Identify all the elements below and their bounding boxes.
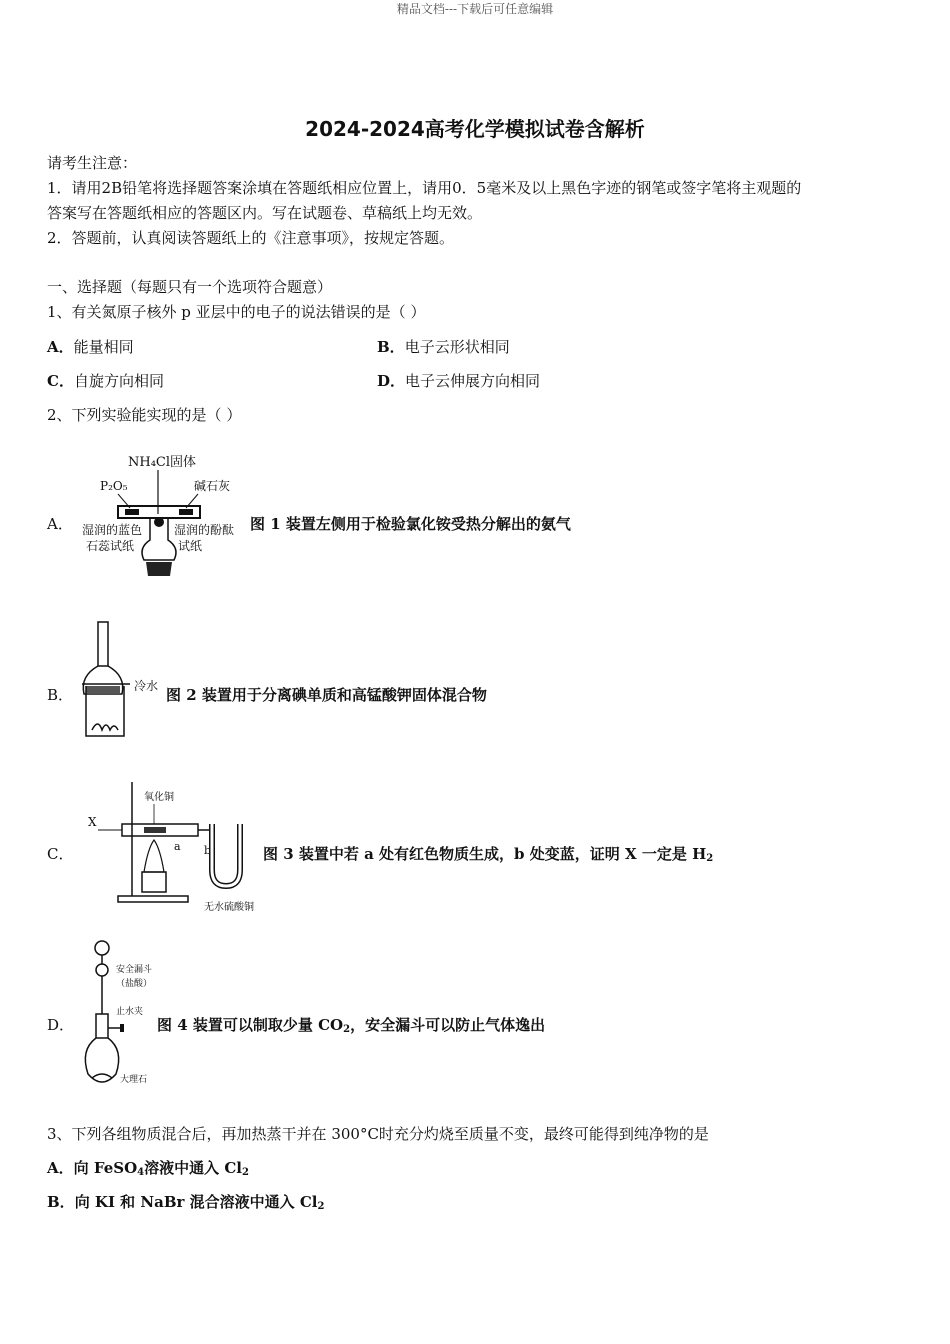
subscript: 2: [317, 1201, 325, 1212]
option-label: B．: [47, 1193, 75, 1211]
fig1-label-phenol-1: 湿润的酚酞: [174, 523, 235, 537]
fig2-label-cold-water: 冷水: [134, 679, 159, 693]
q2-option-c-label: C．: [47, 845, 74, 863]
option-label: A．: [47, 338, 74, 356]
q2-option-a-label: A．: [47, 515, 73, 533]
q1-option-d: [377, 370, 540, 391]
page-header: 精品文档---下载后可任意编辑: [396, 2, 554, 16]
q2-stem: 2、下列实验能实现的是（ ）: [47, 406, 242, 424]
fig4-label-safety-funnel: 安全漏斗: [116, 965, 153, 975]
figure-2-sublimation-apparatus: [78, 618, 168, 742]
fig1-label-soda-lime: 碱石灰: [194, 479, 231, 493]
fig4-label-hcl: （盐酸）: [116, 979, 153, 989]
q2-option-d-label: D．: [47, 1016, 75, 1034]
option-text: 能量相同: [73, 338, 134, 356]
subscript: 4: [137, 1167, 145, 1178]
fig3-label-anhydrous-cuso4: 无水硫酸铜: [204, 902, 254, 913]
option-label: C．: [47, 372, 74, 390]
fig3-label-copper-oxide: 氧化铜: [144, 792, 174, 803]
section-heading: 一、选择题（每题只有一个选项符合题意）: [47, 278, 333, 296]
option-text: 向 FeSO: [73, 1159, 138, 1177]
fig1-label-p2o5: P₂O₅: [100, 479, 128, 493]
subscript: 2: [241, 1167, 249, 1178]
notice-line-1a: 1．请用2B铅笔将选择题答案涂填在答题纸相应位置上，请用0．5毫米及以上黑色字迹的钢笔或签字笔将主观题的: [47, 179, 802, 197]
option-label: A．: [47, 1159, 74, 1177]
subscript: 2: [706, 853, 714, 864]
option-text: 溶液中通入 Cl: [144, 1159, 242, 1177]
q1-option-c: [47, 370, 164, 391]
fig3-label-a: a: [174, 840, 181, 853]
fig1-label-nh4cl: NH₄Cl固体: [128, 455, 197, 470]
figure-3-copper-oxide-apparatus: [78, 778, 263, 914]
q2-option-a-text: 图 1 装置左侧用于检验氯化铵受热分解出的氨气: [250, 515, 571, 533]
q2-option-c-text: [263, 843, 713, 864]
fig1-label-litmus-1: 湿润的蓝色: [82, 523, 143, 537]
option-text: 图 4 装置可以制取少量 CO: [157, 1016, 344, 1034]
fig3-label-x: X: [88, 815, 97, 829]
fig1-label-phenol-2: 试纸: [178, 539, 203, 553]
q1-stem: 1、有关氮原子核外 p 亚层中的电子的说法错误的是（ ）: [47, 303, 426, 321]
figure-1-ammonium-chloride-apparatus: [78, 450, 248, 585]
q1-option-a: [47, 336, 134, 357]
option-text: 电子云形状相同: [404, 338, 510, 356]
option-text: 图 3 装置中若 a 处有红色物质生成，b 处变蓝，证明 X 一定是 H: [263, 845, 707, 863]
option-text: 自旋方向相同: [73, 372, 164, 390]
fig1-label-litmus-2: 石蕊试纸: [86, 539, 135, 553]
option-label: B．: [377, 338, 405, 356]
q2-option-b-text: 图 2 装置用于分离碘单质和高锰酸钾固体混合物: [166, 686, 487, 704]
q2-option-d-text: [157, 1014, 545, 1035]
option-label: D．: [377, 372, 406, 390]
page-title: 2024-2024高考化学模拟试卷含解析: [305, 117, 645, 141]
fig3-label-b: b: [204, 844, 212, 857]
option-text: 电子云伸展方向相同: [405, 372, 541, 390]
q3-option-a: [47, 1157, 249, 1178]
q3-stem: 3、下列各组物质混合后，再加热蒸干并在 300°C时充分灼烧至质量不变，最终可能得到纯净物的是: [47, 1125, 709, 1143]
subscript: 2: [343, 1024, 351, 1035]
fig4-label-clamp: 止水夹: [116, 1007, 144, 1017]
option-text: ，安全漏斗可以防止气体逸出: [350, 1016, 546, 1034]
option-text: 向 KI 和 NaBr 混合溶液中通入 Cl: [74, 1193, 318, 1211]
q1-option-b: [377, 336, 510, 357]
fig4-label-marble: 大理石: [120, 1075, 148, 1085]
notice-heading: 请考生注意：: [47, 154, 138, 172]
q2-option-b-label: B．: [47, 686, 74, 704]
figure-4-co2-generator: [78, 938, 156, 1092]
notice-line-1b: 答案写在答题纸相应的答题区内。写在试题卷、草稿纸上均无效。: [47, 204, 483, 222]
q3-option-b: [47, 1191, 324, 1212]
notice-line-2: 2．答题前，认真阅读答题纸上的《注意事项》，按规定答题。: [47, 229, 455, 247]
